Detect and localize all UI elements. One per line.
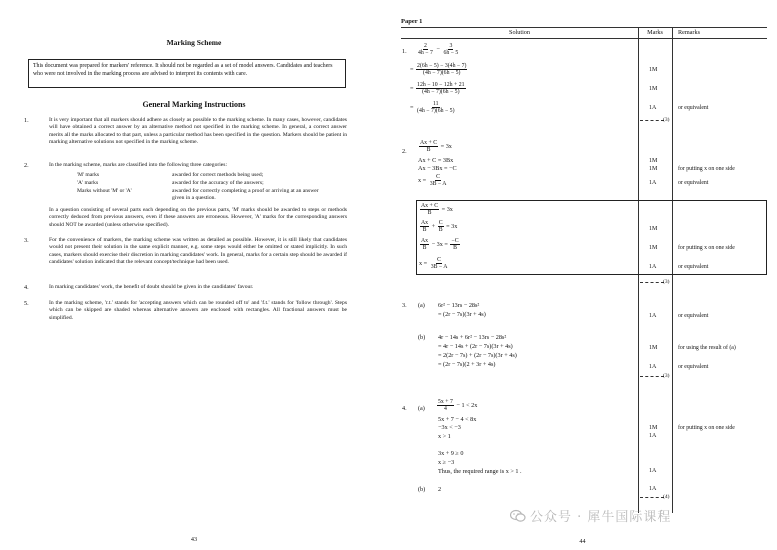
part-label: (b) xyxy=(418,486,426,493)
q3-a-line-1: 6r² − 13rs − 28s² xyxy=(438,302,480,309)
instruction-text: In the marking scheme, marks are classified into the following three categories: xyxy=(49,162,228,168)
category-label: Marks without 'M' or 'A' xyxy=(77,188,132,194)
q2-b-line-3: $\frac{Ax}{B}$ − 3x = $\frac{-C}{B}$ xyxy=(421,238,459,252)
mark: 1A xyxy=(649,468,657,474)
subtotal-rule xyxy=(640,376,664,377)
remark: or equivalent xyxy=(678,105,709,111)
q1-line-1: $\frac{2}{4h - 7}$ − $\frac{3}{6h - 5}$ xyxy=(418,43,459,57)
item-number: 4. xyxy=(24,284,29,291)
category-label: 'M' marks xyxy=(77,172,100,178)
q1-line-3: = $\frac{12h - 10 - 12h + 21}{(4h - 7)(6h - 5)}$ xyxy=(410,82,465,96)
item-number: 5. xyxy=(24,300,29,307)
mark: 1M xyxy=(649,86,658,92)
q2-a-line-3: Ax − 3Bx = −C xyxy=(418,165,457,172)
remark: for using the result of (a) xyxy=(678,345,736,351)
left-page xyxy=(0,0,388,550)
part-label: (b) xyxy=(418,334,426,341)
q2-a-line-1: $\frac{Ax + C}{B}$ = 3x xyxy=(420,140,452,154)
q3-b-line-4: = (2r − 7s)(2 + 3r + 4s) xyxy=(438,361,496,368)
mark: 1A xyxy=(649,180,657,186)
q3-a-line-2: = (2r − 7s)(3r + 4s) xyxy=(438,311,486,318)
mark: 1M xyxy=(649,226,658,232)
category-label: 'A' marks xyxy=(77,180,99,186)
q3-b-line-1: 4r − 14s + 6r² − 13rs − 28s² xyxy=(438,334,507,341)
mark: 1M xyxy=(649,345,658,351)
header-rule xyxy=(401,38,767,39)
question-number: 1. xyxy=(402,48,407,55)
subtotal: (3) xyxy=(663,279,670,285)
q2-b-line-2: $\frac{Ax}{B}$ + $\frac{C}{B}$ = 3x xyxy=(421,220,458,234)
remark: or equivalent xyxy=(678,264,709,270)
page-number: 44 xyxy=(579,538,586,545)
remark: for putting x on one side xyxy=(678,245,735,251)
q3-b-line-3: = 2(2r − 7s) + (2r − 7s)(3r + 4s) xyxy=(438,352,517,359)
instructions-heading: General Marking Instructions xyxy=(142,100,246,109)
q4-a-line-4: x > 1 xyxy=(438,433,451,440)
item-number: 1. xyxy=(24,117,29,124)
q2-a-line-2: Ax + C = 3Bx xyxy=(418,157,454,164)
wechat-icon xyxy=(510,509,526,523)
mark: 1M xyxy=(649,158,658,164)
subtotal-rule xyxy=(640,282,664,283)
q4-a-line-5: 3x + 9 ≥ 0 xyxy=(438,450,464,457)
remarks-header: Remarks xyxy=(678,29,700,36)
paper-label: Paper 1 xyxy=(401,18,423,25)
mark: 1M xyxy=(649,67,658,73)
alternative-solution-box xyxy=(416,200,767,275)
right-page xyxy=(388,0,777,550)
q4-a-line-6: x ≥ −3 xyxy=(438,459,455,466)
instruction-text: It is very important that all markers should adhere as closely as possible to the marking scheme. In many cases, however, candidates will have obtained a correct answer by an alternative method not specified in the marking scheme. In general, a correct answer merits all the marks allocated to that part, unless a particular method has been specified in the question. Markers should be patient in marking alternative solutions not specified in the marking scheme. xyxy=(49,117,347,145)
mark: 1M xyxy=(649,166,658,172)
mark: 1M xyxy=(649,245,658,251)
table-top-rule xyxy=(401,27,767,28)
marks-header: Marks xyxy=(647,29,663,36)
subtotal: (4) xyxy=(663,494,670,500)
item-number: 3. xyxy=(24,237,29,244)
q4-b-answer: 2 xyxy=(438,486,442,493)
remark: for putting x on one side xyxy=(678,425,735,431)
subtotal-rule xyxy=(640,497,664,498)
mark: 1A xyxy=(649,364,657,370)
item-number: 2. xyxy=(24,162,29,169)
q2-a-line-4: x = $\frac{C}{3B - A}$ xyxy=(418,174,447,188)
remark: or equivalent xyxy=(678,313,709,319)
page-number: 43 xyxy=(190,536,198,543)
mark: 1M xyxy=(649,425,658,431)
q2-b-line-4: x = $\frac{C}{3B - A}$ xyxy=(419,257,448,271)
notice-box: This document was prepared for markers' reference. It should not be regarded as a set of model answers. Candidates and teachers who were not involved in the marking process are advised to interpret its contents with care. xyxy=(28,59,346,88)
category-desc: awarded for correct methods being used; xyxy=(172,172,264,178)
q4-a-line-7: Thus, the required range is x > 1 . xyxy=(438,468,522,475)
part-label: (a) xyxy=(418,405,425,412)
mark: 1A xyxy=(649,433,657,439)
subtotal-rule xyxy=(640,120,664,121)
category-desc: awarded for correctly completing a proof or arriving at an answer given in a question. xyxy=(172,188,319,202)
remark: or equivalent xyxy=(678,180,709,186)
q1-line-4: = $\frac{11}{(4h - 7)(6h - 5)}$ xyxy=(410,101,455,115)
watermark-text: 公众号 · 犀牛国际课程 xyxy=(530,510,672,525)
instruction-followup: In a question consisting of several parts each depending on the previous parts, 'M' marks should be awarded to steps or methods correctly deduced from previous answers, even if these answers are erroneous. However, 'A' marks for the corresponding answers should NOT be awarded (unless otherwise specified). xyxy=(49,207,347,228)
marking-scheme-title: Marking Scheme xyxy=(166,38,222,47)
question-number: 2. xyxy=(402,148,407,155)
remark: or equivalent xyxy=(678,364,709,370)
instruction-text: In marking candidates' work, the benefit of doubt should be given in the candidates' favour. xyxy=(49,284,254,290)
watermark xyxy=(510,506,671,525)
question-number: 3. xyxy=(402,302,407,309)
q3-b-line-2: = 4r − 14s + (2r − 7s)(3r + 4s) xyxy=(438,343,513,350)
question-number: 4. xyxy=(402,405,407,412)
mark: 1A xyxy=(649,264,657,270)
instruction-text: In the marking scheme, 'r.t.' stands for 'accepting answers which can be rounded off to' and 'f.t.' stands for 'follow through'. Steps which can be skipped are shaded whereas alternative answers are enclosed with rectangles. All fractional answers must be simplified. xyxy=(49,300,347,321)
remark: for putting x on one side xyxy=(678,166,735,172)
category-desc: awarded for the accuracy of the answers; xyxy=(172,180,264,186)
mark: 1A xyxy=(649,486,657,492)
mark: 1A xyxy=(649,313,657,319)
q4-a-line-3: −3x < −3 xyxy=(438,424,461,431)
instruction-text: For the convenience of markers, the marking scheme was written as detailed as possible. However, it is still likely that candidates would not present their solution in the same explicit manner, e.g. some steps would either be omitted or stated implicitly. In such cases, markers should exercise their discretion in marking candidates' work. In general, marks for a certain step should be awarded if candidates' solution indicated that the relevant concept/technique had been used. xyxy=(49,237,347,265)
q2-b-line-1: $\frac{Ax + C}{B}$ = 3x xyxy=(421,203,453,217)
mark: 1A xyxy=(649,105,657,111)
q4-a-line-1: $\frac{5x + 7}{4}$ − 1 < 2x xyxy=(438,399,478,413)
subtotal: (3) xyxy=(663,373,670,379)
q1-line-2: = $\frac{2(6h - 5) - 3(4h - 7)}{(4h - 7)(6h - 5)}$ xyxy=(410,63,467,77)
solution-header: Solution xyxy=(509,29,530,36)
subtotal: (3) xyxy=(663,117,670,123)
part-label: (a) xyxy=(418,302,425,309)
q4-a-line-2: 5x + 7 − 4 < 8x xyxy=(438,416,477,423)
